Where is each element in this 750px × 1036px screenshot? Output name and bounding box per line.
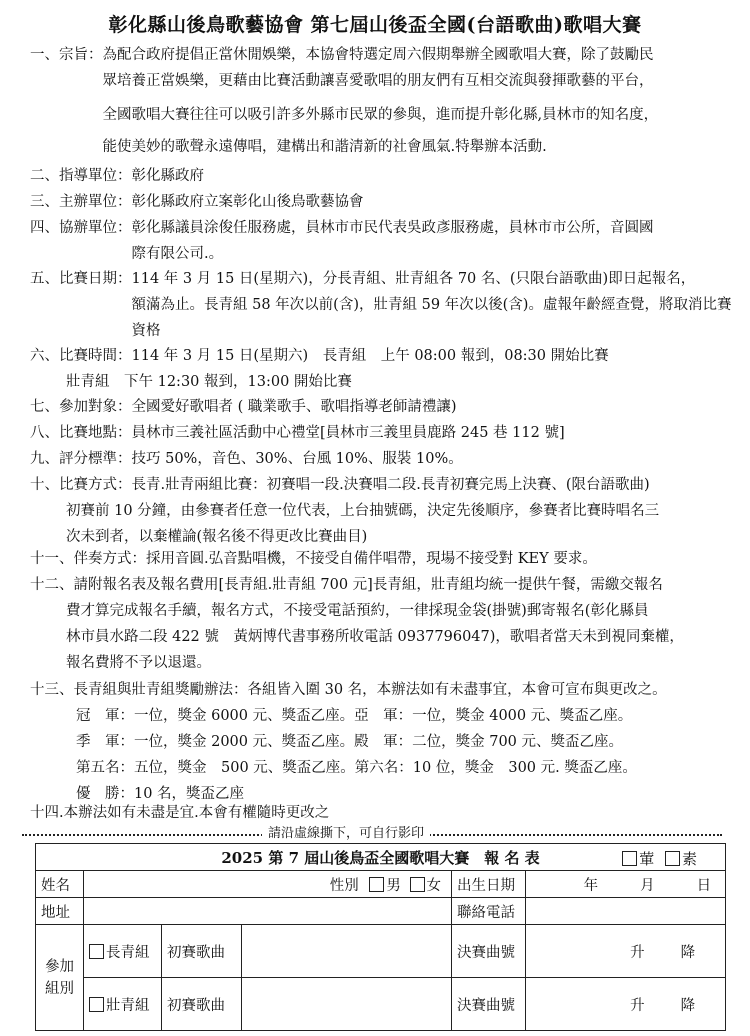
registration-form [35, 843, 726, 1031]
section-registration [30, 572, 735, 676]
section-label: 七、參加對象： [30, 399, 132, 415]
section-line: 林市員水路二段 422 號 黃炳博代書事務所收電話 0937796047)，歌唱者當天未到視同棄權， [66, 629, 684, 645]
section-line: 為配合政府提倡正當休閒娛樂，本協會特選定周六假期舉辦全國歌唱大賽，除了鼓勵民 [102, 47, 654, 63]
section-line: 長青.壯青兩組比賽：初賽唱一段.決賽唱二段.長青初賽完馬上決賽、(限台語歌曲) [131, 477, 650, 493]
section-line: 114 年 3 月 15 日(星期六)，分長青組、壯青組各 70 名、(只限台語歌曲)即日起報名， [131, 271, 696, 287]
section-accompaniment [30, 546, 735, 572]
section-scoring [30, 446, 735, 472]
adult-group-option[interactable] [84, 978, 162, 1031]
day-label: 日 [696, 877, 712, 894]
section-awards [30, 677, 735, 807]
section-line: 114 年 3 月 15 日(星期六) 長青組 上午 08:00 報到，08:30 開始比賽 [131, 348, 609, 364]
award-line: 季 軍：一位，獎金 2000 元、獎盃乙座。殿 軍：二位，獎金 700 元、獎盃乙座。 [76, 734, 624, 750]
group-label-line: 參加 [45, 958, 74, 975]
key-up-label: 升 [630, 997, 645, 1014]
birth-field[interactable] [526, 871, 726, 898]
tear-line [22, 826, 722, 842]
section-line: 全國歌唱大賽往往可以吸引許多外縣市民眾的參與，進而提升彰化縣,員林市的知名度， [102, 107, 659, 123]
section-line: 初賽前 10 分鐘，由參賽者任意一位代表，上台抽號碼，決定先後順序，參賽者比賽時唱名三 [66, 503, 660, 519]
section-line: 報名費將不予以退還。 [66, 655, 211, 671]
phone-label: 聯絡電話 [452, 898, 526, 925]
section-label: 四、協辦單位： [30, 220, 132, 236]
group-label-line: 組別 [45, 980, 74, 997]
section-line: 費才算完成報名手續，報名方式，不接受電話預約，一律採現金袋(掛號)郵寄報名(彰化縣員 [66, 603, 649, 619]
section-line: 眾培養正當娛樂，更藉由比賽活動讓喜愛歌唱的朋友們有互相交流與發揮歌藝的平台， [102, 73, 654, 89]
name-field[interactable] [84, 871, 452, 898]
section-line: 彰化縣議員涂俊任服務處，員林市市民代表吳政彥服務處，員林市市公所，音圓國 [131, 220, 654, 236]
section-amendment [30, 800, 735, 826]
section-label: 三、主辦單位： [30, 194, 132, 210]
senior-group-option[interactable] [84, 925, 162, 978]
section-label: 九、評分標準： [30, 451, 132, 467]
female-checkbox[interactable] [410, 877, 425, 892]
adult-label: 壯青組 [106, 997, 150, 1014]
senior-prelim-label: 初賽歌曲 [162, 925, 242, 978]
section-time [30, 343, 735, 395]
section-format [30, 472, 735, 550]
section-line: 彰化縣政府立案彰化山後鳥歌藝協會 [131, 194, 364, 210]
award-line: 第五名：五位，獎金 500 元、獎盃乙座。第六名：10 位，獎金 300 元. 獎盃乙座。 [76, 760, 637, 776]
section-line: 資格 [131, 323, 161, 339]
name-label: 姓名 [36, 871, 84, 898]
section-label: 二、指導單位： [30, 168, 132, 184]
key-down-label: 降 [680, 944, 696, 961]
diet-options [622, 848, 697, 869]
section-label: 十二、請附報名表及報名費用 [30, 577, 219, 593]
senior-checkbox[interactable] [89, 944, 104, 959]
tear-instruction: 請沿虛線撕下，可自行影印 [262, 826, 430, 842]
section-label: 八、比賽地點： [30, 425, 132, 441]
senior-final-field[interactable] [526, 925, 726, 978]
page-title: 彰化縣山後鳥歌藝協會 第七屆山後盃全國(台語歌曲)歌唱大賽 [108, 14, 642, 36]
section-line: 員林市三義社區活動中心禮堂[員林市三義里員鹿路 245 巷 112 號] [131, 425, 565, 441]
section-label: 五、比賽日期： [30, 271, 132, 287]
section-label: 一、宗旨： [30, 47, 103, 63]
section-line: 次未到者，以棄權論(報名後不得更改比賽曲目) [66, 529, 368, 545]
section-date [30, 266, 735, 344]
section-label: 十三、長青組與壯青組獎勵辦法： [30, 682, 248, 698]
section-line: 壯青組 下午 12:30 報到，13:00 開始比賽 [66, 374, 352, 390]
key-down-label: 降 [680, 997, 696, 1014]
section-label: 十一、伴奏方式： [30, 551, 146, 567]
adult-prelim-field[interactable] [242, 978, 452, 1031]
key-up-label: 升 [630, 944, 645, 961]
male-label: 男 [386, 877, 401, 894]
section-guidance [30, 163, 735, 189]
section-line: 際有限公司.。 [131, 246, 224, 262]
section-eligibility [30, 394, 735, 420]
section-label: 六、比賽時間： [30, 348, 132, 364]
adult-final-label: 決賽曲號 [452, 978, 526, 1031]
form-title-row [36, 844, 726, 871]
award-line: 優 勝：10 名，獎盃乙座 [76, 786, 245, 802]
section-line: 全國愛好歌唱者 ( 職業歌手、歌唱指導老師請禮讓) [131, 399, 457, 415]
section-line: [長青組.壯青組 700 元]長青組，壯青組均統一提供午餐，需繳交報名 [218, 577, 663, 593]
adult-final-field[interactable] [526, 978, 726, 1031]
vegetarian-checkbox[interactable] [665, 851, 680, 866]
section-line: 額滿為止。長青組 58 年次以前(含)，壯青組 59 年次以後(含)。虛報年齡經查覺，將取消比賽 [131, 297, 732, 313]
birth-label: 出生日期 [452, 871, 526, 898]
female-label: 女 [426, 877, 441, 894]
award-line: 冠 軍：一位，獎金 6000 元、獎盃乙座。亞 軍：一位，獎金 4000 元、獎盃乙座。 [76, 708, 633, 724]
section-line: 技巧 50%，音色、30%、台風 10%、服裝 10%。 [131, 451, 463, 467]
vegetarian-label: 素 [682, 850, 698, 868]
senior-final-label: 決賽曲號 [452, 925, 526, 978]
section-co-organizer [30, 215, 735, 267]
section-label: 十、比賽方式： [30, 477, 132, 493]
section-label: 十四. [30, 805, 64, 821]
meat-label: 葷 [639, 850, 655, 868]
address-label: 地址 [36, 898, 84, 925]
senior-prelim-field[interactable] [242, 925, 452, 978]
year-label: 年 [583, 877, 599, 894]
section-line: 能使美妙的歌聲永遠傳唱，建構出和諧清新的社會風氣.特舉辦本活動. [102, 139, 547, 155]
section-line: 本辦法如有未盡是宜.本會有權隨時更改之 [63, 805, 330, 821]
adult-prelim-label: 初賽歌曲 [162, 978, 242, 1031]
address-field[interactable] [84, 898, 452, 925]
male-checkbox[interactable] [369, 877, 384, 892]
section-organizer [30, 189, 735, 215]
group-label [36, 925, 84, 1031]
section-line: 採用音圓.弘音點唱機，不接受自備伴唱帶，現場不接受對 KEY 要求。 [146, 551, 597, 567]
section-purpose [30, 42, 735, 160]
section-line: 彰化縣政府 [131, 168, 204, 184]
meat-checkbox[interactable] [622, 851, 637, 866]
form-title: 2025 第 7 屆山後鳥盃全國歌唱大賽 報 名 表 [221, 848, 540, 867]
senior-label: 長青組 [106, 944, 150, 961]
month-label: 月 [640, 877, 655, 894]
phone-field[interactable] [526, 898, 726, 925]
adult-checkbox[interactable] [89, 997, 104, 1012]
section-line: 各組皆入圍 30 名，本辦法如有未盡事宜，本會可宣布與更改之。 [247, 682, 667, 698]
gender-label: 性別 [329, 877, 359, 894]
section-venue [30, 420, 735, 446]
